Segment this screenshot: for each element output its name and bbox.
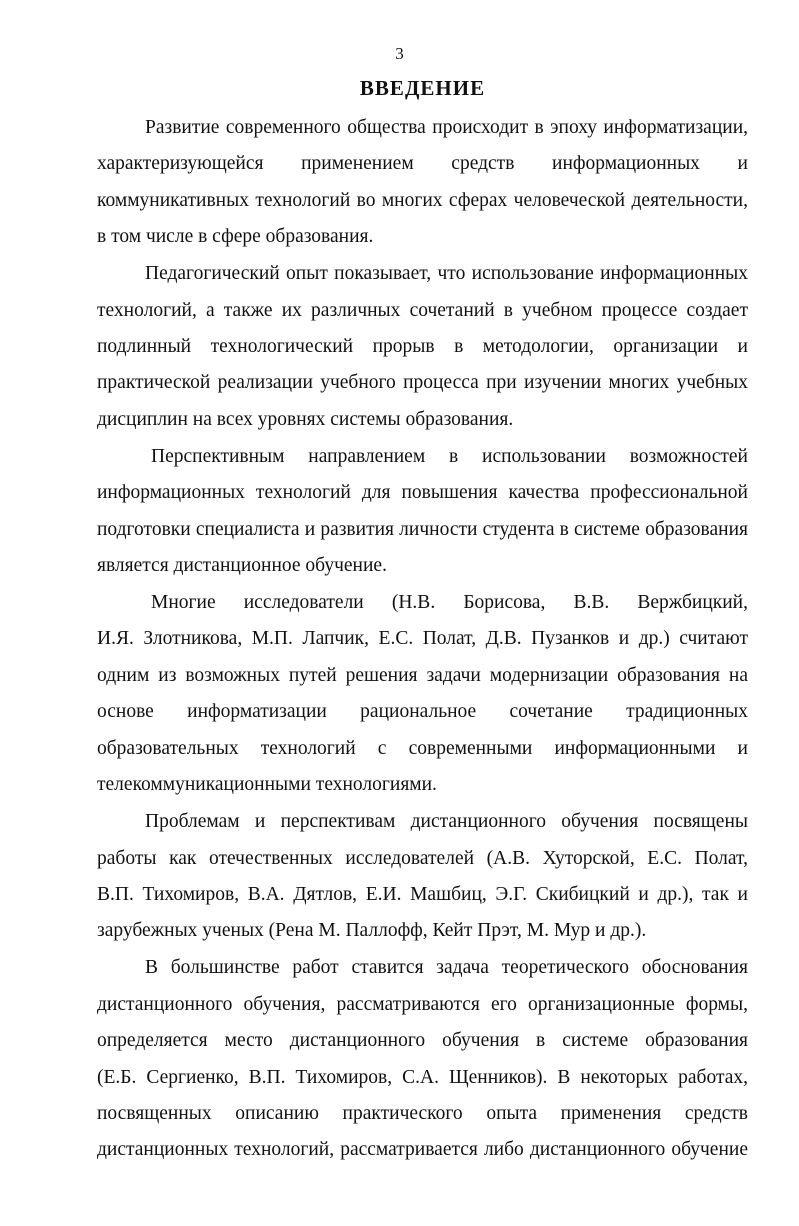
text-line: дистанционных технологий, рассматривается либо дистанционного обучение: [97, 1139, 748, 1161]
text-line: Проблемам и перспективам дистанционного обучения посвящены: [145, 811, 748, 833]
paragraph-4: [97, 585, 748, 803]
text-line: В.П. Тихомиров, В.А. Дятлов, Е.И. Машбиц, Э.Г. Скибицкий и др.), так и: [97, 883, 748, 905]
text-line: Педагогический опыт показывает, что использование информационных: [145, 263, 748, 285]
text-line: коммуникативных технологий во многих сферах человеческой деятельности,: [97, 189, 748, 211]
paragraph-3: [97, 439, 748, 585]
paragraph-1: [97, 110, 748, 256]
paragraph-2: [97, 256, 748, 438]
section-heading: ВВЕДЕНИЕ: [359, 76, 486, 100]
page-number: 3: [395, 44, 404, 63]
text-line: технологий, а также их различных сочетаний в учебном процессе создает: [97, 299, 748, 321]
text-line: зарубежных ученых (Рена М. Паллофф, Кейт Прэт, М. Мур и др.).: [97, 920, 647, 942]
body-text: [97, 110, 748, 1169]
text-line: посвященных описанию практического опыта применения средств: [97, 1102, 748, 1124]
paragraph-6: [97, 950, 748, 1168]
text-line: И.Я. Злотникова, М.П. Лапчик, Е.С. Полат, Д.В. Пузанков и др.) считают: [97, 628, 748, 650]
text-line: образовательных технологий с современными информационными и: [97, 737, 748, 759]
paragraph-5: [97, 804, 748, 950]
text-line: информационных технологий для повышения качества профессиональной: [97, 482, 748, 504]
text-line: основе информатизации рациональное сочетание традиционных: [97, 701, 748, 723]
text-line: подготовки специалиста и развития личности студента в системе образования: [97, 518, 748, 540]
text-line: практической реализации учебного процесса при изучении многих учебных: [97, 372, 748, 394]
text-line: Развитие современного общества происходит в эпоху информатизации,: [145, 117, 748, 138]
text-line: дистанционного обучения, рассматриваются его организационные формы,: [97, 993, 748, 1015]
text-line: (Е.Б. Сергиенко, В.П. Тихомиров, С.А. Щенников). В некоторых работах,: [97, 1066, 748, 1088]
text-line: в том числе в сфере образования.: [97, 226, 374, 248]
text-line: телекоммуникационными технологиями.: [97, 774, 437, 796]
text-line: характеризующейся применением средств информационных и: [97, 153, 748, 175]
text-line: определяется место дистанционного обучения в системе образования: [97, 1030, 748, 1052]
text-line: Многие исследователи (Н.В. Борисова, В.В. Вержбицкий,: [151, 592, 748, 614]
text-line: является дистанционное обучение.: [97, 555, 387, 577]
text-line: одним из возможных путей решения задачи модернизации образования на: [97, 664, 748, 686]
text-line: В большинстве работ ставится задача теоретического обоснования: [145, 957, 748, 979]
text-line: дисциплин на всех уровнях системы образования.: [97, 408, 514, 430]
text-line: работы как отечественных исследователей (А.В. Хуторской, Е.С. Полат,: [97, 847, 748, 869]
text-line: Перспективным направлением в использовании возможностей: [151, 445, 748, 467]
text-line: подлинный технологический прорыв в методологии, организации и: [97, 336, 748, 358]
